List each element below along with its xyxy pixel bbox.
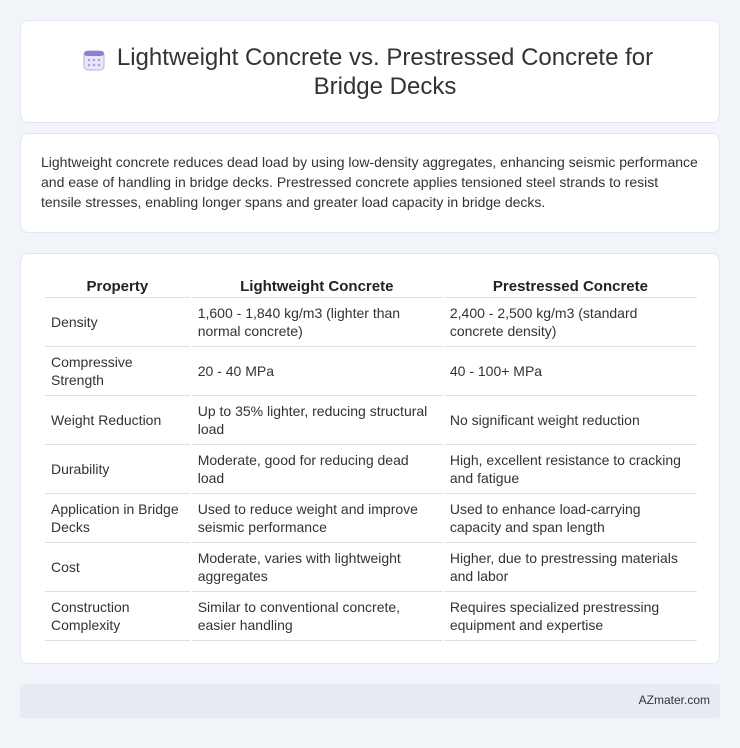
cell-prestressed: No significant weight reduction (444, 396, 697, 445)
header-property: Property (45, 277, 190, 298)
footer-site-link[interactable]: AZmater.com (638, 693, 710, 707)
cell-prestressed: High, excellent resistance to cracking and fatigue (444, 445, 697, 494)
cell-lightweight: Moderate, good for reducing dead load (192, 445, 442, 494)
table-row (45, 592, 697, 641)
cell-property: Density (45, 298, 190, 347)
cell-property: Construction Complexity (45, 592, 190, 641)
cell-property: Application in Bridge Decks (45, 494, 190, 543)
cell-lightweight: 20 - 40 MPa (192, 347, 442, 396)
header-lightweight: Lightweight Concrete (192, 277, 442, 298)
cell-prestressed: Requires specialized prestressing equipment and expertise (444, 592, 697, 641)
table-row (45, 347, 697, 396)
table-row (45, 543, 697, 592)
table-row (45, 445, 697, 494)
cell-property: Compressive Strength (45, 347, 190, 396)
table-row (45, 396, 697, 445)
cell-property: Weight Reduction (45, 396, 190, 445)
table-row (45, 494, 697, 543)
cell-lightweight: Similar to conventional concrete, easier handling (192, 592, 442, 641)
cell-prestressed: Used to enhance load-carrying capacity and span length (444, 494, 697, 543)
cell-lightweight: 1,600 - 1,840 kg/m3 (lighter than normal concrete) (192, 298, 442, 347)
table-header-row (45, 277, 697, 298)
header-prestressed: Prestressed Concrete (444, 277, 697, 298)
comparison-table (43, 277, 699, 641)
intro-paragraph: Lightweight concrete reduces dead load by using low-density aggregates, enhancing seismic performance and ease of handling in bridge decks. Prestressed concrete applies tensioned steel strands to resist tensile stresses, enabling longer spans and greater load capacity in bridge decks. (41, 154, 698, 210)
cell-prestressed: 2,400 - 2,500 kg/m3 (standard concrete density) (444, 298, 697, 347)
cell-prestressed: 40 - 100+ MPa (444, 347, 697, 396)
cell-lightweight: Used to reduce weight and improve seismic performance (192, 494, 442, 543)
intro-card (20, 133, 720, 233)
footer (20, 684, 720, 718)
cell-property: Cost (45, 543, 190, 592)
table-row (45, 298, 697, 347)
cell-property: Durability (45, 445, 190, 494)
cell-lightweight: Up to 35% lighter, reducing structural load (192, 396, 442, 445)
title-card (20, 20, 720, 123)
cell-prestressed: Higher, due to prestressing materials and labor (444, 543, 697, 592)
page-title: Lightweight Concrete vs. Prestressed Concrete for Bridge Decks (116, 43, 654, 100)
cell-lightweight: Moderate, varies with lightweight aggregates (192, 543, 442, 592)
comparison-card (20, 253, 720, 664)
